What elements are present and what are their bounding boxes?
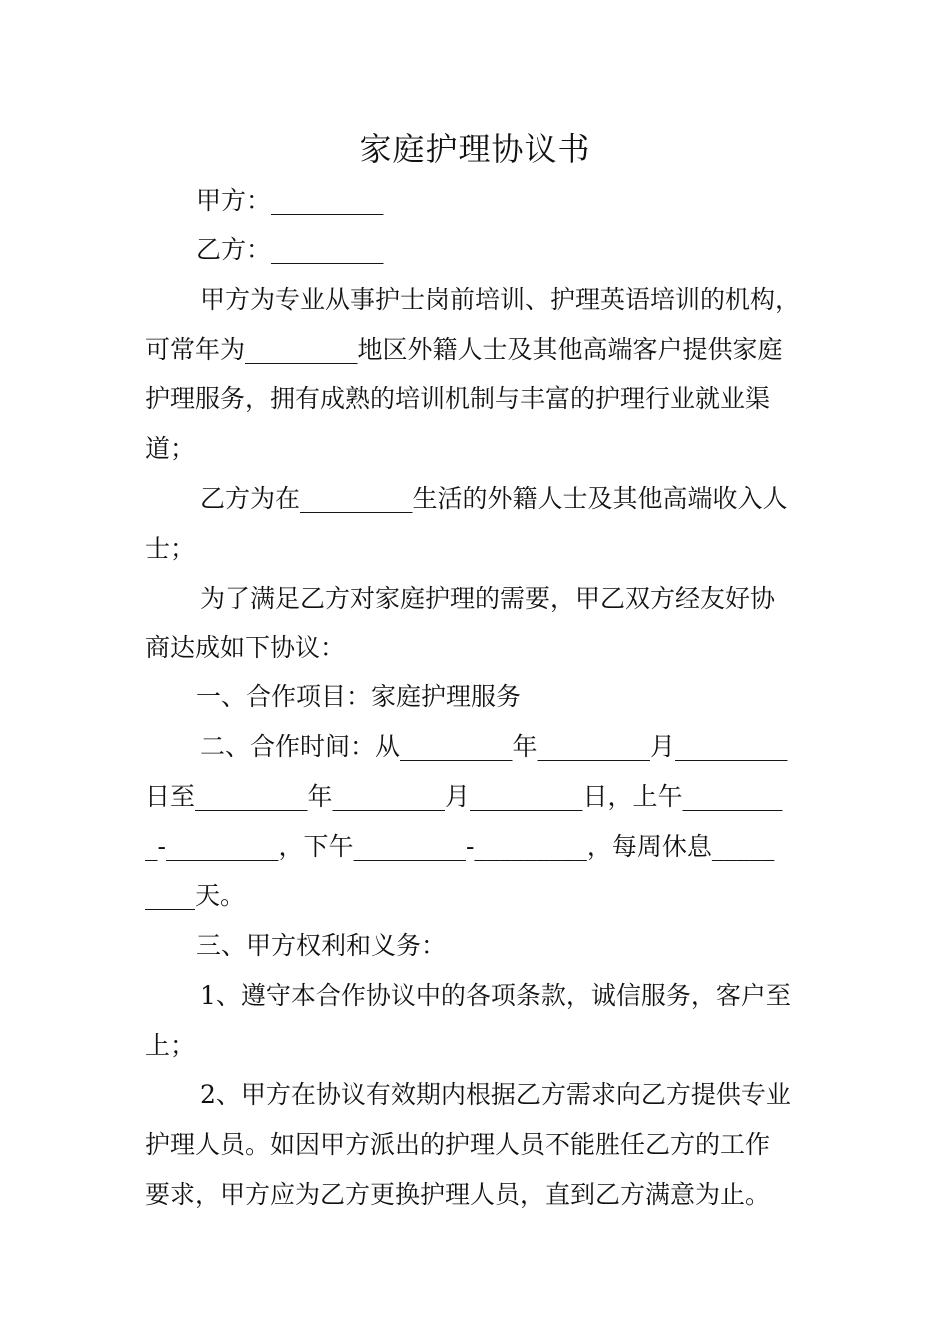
paragraph-line: 商达成如下协议： <box>145 633 346 662</box>
paragraph-line: 上； <box>145 1031 196 1060</box>
paragraph-line: 二、合作时间：从_________年_________月_________ <box>200 732 788 761</box>
section-heading: 三、甲方权利和义务： <box>196 931 447 960</box>
paragraph-line: 日至_________年_________月_________日，上午________ <box>145 782 783 811</box>
paragraph-line: 要求，甲方应为乙方更换护理人员，直到乙方满意为止。 <box>145 1180 771 1209</box>
paragraph-line: 护理服务，拥有成熟的培训机制与丰富的护理行业就业渠 <box>145 384 771 413</box>
paragraph-line: 护理人员。如因甲方派出的护理人员不能胜任乙方的工作 <box>145 1130 771 1159</box>
paragraph-line: 2、甲方在协议有效期内根据乙方需求向乙方提供专业 <box>200 1080 791 1109</box>
paragraph-line: 可常年为_________地区外籍人士及其他高端客户提供家庭 <box>145 335 783 364</box>
paragraph-line: 甲方为专业从事护士岗前培训、护理英语培训的机构， <box>200 285 801 314</box>
document-title: 家庭护理协议书 <box>359 130 591 168</box>
party-a-line: 甲方：_________ <box>196 186 384 215</box>
paragraph-line: 1、遵守本合作协议中的各项条款，诚信服务，客户至 <box>200 981 791 1010</box>
paragraph-line: _-_________，下午_________-_________，每周休息_____ <box>145 832 775 861</box>
paragraph-line: 道； <box>145 434 196 463</box>
party-b-line: 乙方：_________ <box>196 235 384 264</box>
paragraph-line: ____天。 <box>145 881 246 910</box>
section-heading: 一、合作项目：家庭护理服务 <box>196 682 522 711</box>
paragraph-line: 乙方为在_________生活的外籍人士及其他高端收入人 <box>200 484 788 513</box>
paragraph-line: 为了满足乙方对家庭护理的需要，甲乙双方经友好协 <box>200 584 776 613</box>
paragraph-line: 士； <box>145 534 196 563</box>
